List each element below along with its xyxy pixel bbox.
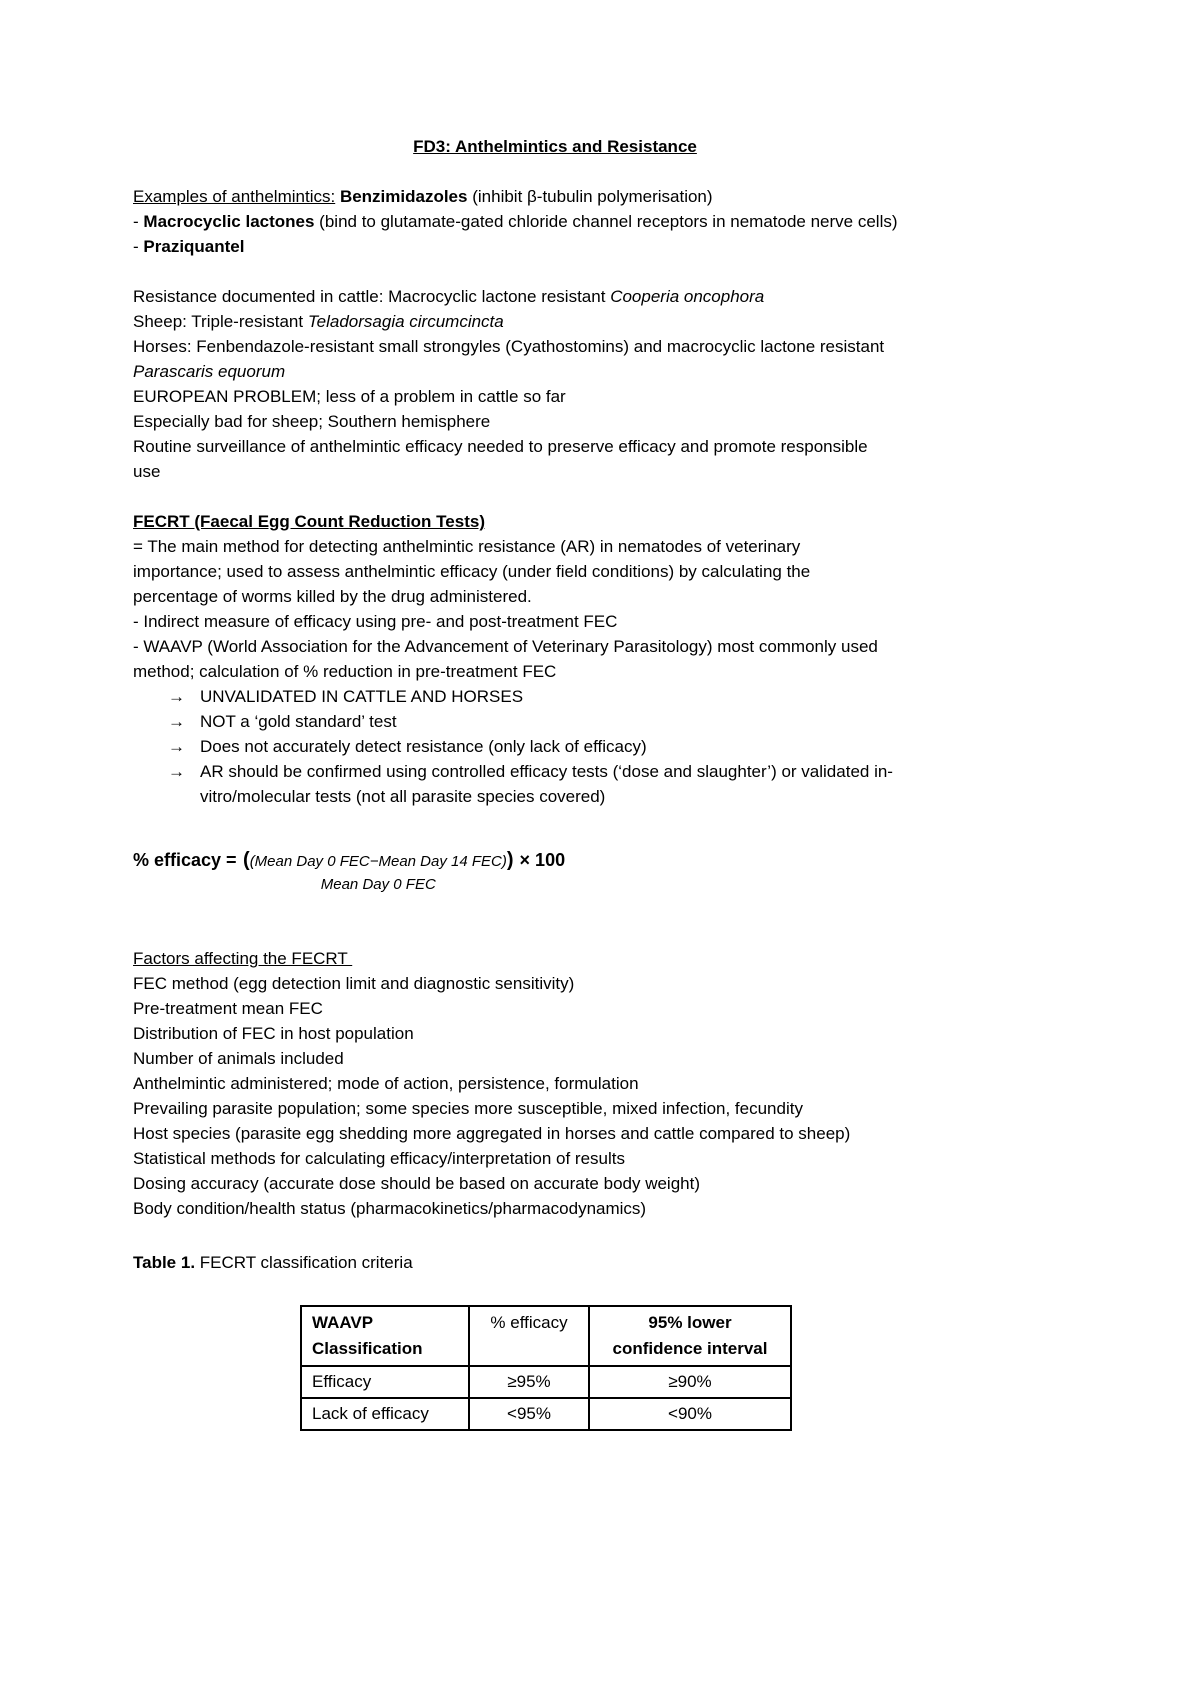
- resistance-text: Resistance documented in cattle: Macrocyclic lactone resistant: [133, 287, 606, 306]
- text-line: - WAAVP (World Association for the Advancement of Veterinary Parasitology) most commonly used: [133, 637, 878, 656]
- formula-main-line: [133, 846, 977, 893]
- table-row: [301, 1398, 791, 1430]
- examples-item: [133, 234, 977, 259]
- table-caption-label: Table 1.: [133, 1253, 196, 1272]
- header-waavp-classification: [301, 1306, 469, 1366]
- section-heading: Factors affecting the FECRT: [133, 949, 353, 968]
- text-line: - Indirect measure of efficacy using pre- and post-treatment FEC: [133, 612, 618, 631]
- arrow-icon: →: [168, 762, 185, 781]
- list-item: Body condition/health status (pharmacokinetics/pharmacodynamics): [133, 1199, 647, 1218]
- document-page: [133, 134, 977, 1431]
- resistance-horses-line: [133, 334, 977, 359]
- drug-name: Macrocyclic lactones: [143, 212, 315, 231]
- header-efficacy: [469, 1306, 589, 1366]
- resistance-sheep-line: [133, 309, 977, 334]
- header-lower-ci: [589, 1306, 791, 1366]
- table-cell: <95%: [469, 1398, 589, 1430]
- examples-label: Examples of anthelmintics:: [133, 187, 336, 206]
- bullet-text: NOT a ‘gold standard’ test: [200, 712, 397, 731]
- table-cell: ≥95%: [469, 1366, 589, 1398]
- drug-description: (inhibit β-tubulin polymerisation): [472, 187, 713, 206]
- arrow-icon: →: [168, 687, 185, 706]
- blank-line: [133, 159, 977, 184]
- bullet-continuation: vitro/molecular tests (not all parasite species covered): [200, 787, 606, 806]
- arrow-icon: →: [168, 712, 185, 731]
- arrow-icon: →: [168, 737, 185, 756]
- list-dash: -: [133, 237, 139, 256]
- list-item: FEC method (egg detection limit and diagnostic sensitivity): [133, 974, 575, 993]
- formula-fraction: [249, 852, 507, 893]
- section-heading: FECRT (Faecal Egg Count Reduction Tests): [133, 512, 485, 531]
- table-cell: Efficacy: [301, 1366, 469, 1398]
- drug-description: (bind to glutamate-gated chloride channel receptors in nematode nerve cells): [319, 212, 898, 231]
- text-line: method; calculation of % reduction in pre-treatment FEC: [133, 662, 557, 681]
- fecrt-heading-line: [133, 509, 977, 534]
- title-line: [133, 134, 977, 159]
- arrow-bullet: [133, 759, 977, 784]
- resistance-horses-species-line: [133, 359, 977, 384]
- text-line: = The main method for detecting anthelmintic resistance (AR) in nematodes of veterinary: [133, 537, 801, 556]
- table-row: [301, 1366, 791, 1398]
- bullet-text: UNVALIDATED IN CATTLE AND HORSES: [200, 687, 524, 706]
- formula-denominator: Mean Day 0 FEC: [320, 876, 436, 893]
- table-cell: Lack of efficacy: [301, 1398, 469, 1430]
- header-text: 95% lower: [648, 1313, 732, 1332]
- arrow-bullet: [133, 734, 977, 759]
- resistance-text: Horses: Fenbendazole-resistant small strongyles (Cyathostomins) and macrocyclic lactone resistant: [133, 337, 885, 356]
- formula-open-paren: (: [243, 849, 250, 871]
- list-item: Anthelmintic administered; mode of action, persistence, formulation: [133, 1074, 639, 1093]
- list-item: Number of animals included: [133, 1049, 344, 1068]
- table-caption: [133, 1250, 977, 1275]
- bullet-text: Does not accurately detect resistance (only lack of efficacy): [200, 737, 647, 756]
- arrow-bullet: [133, 709, 977, 734]
- examples-item: [133, 209, 977, 234]
- table-cell: <90%: [589, 1398, 791, 1430]
- drug-name: Praziquantel: [143, 237, 245, 256]
- text-line: Routine surveillance of anthelmintic efficacy needed to preserve efficacy and promote responsible: [133, 437, 868, 456]
- blank-line: [133, 484, 977, 509]
- table-header-row: [301, 1306, 791, 1366]
- header-text: % efficacy: [490, 1313, 568, 1332]
- formula-lhs: % efficacy =: [133, 850, 237, 870]
- factors-heading-line: [133, 946, 977, 971]
- formula-close-paren: ): [506, 849, 514, 871]
- list-dash: -: [133, 212, 139, 231]
- species-name: Cooperia oncophora: [610, 287, 765, 306]
- drug-name: Benzimidazoles: [339, 187, 468, 206]
- resistance-cattle-line: [133, 284, 977, 309]
- header-text: WAAVP: [312, 1313, 374, 1332]
- examples-line: [133, 184, 977, 209]
- arrow-bullet: [133, 684, 977, 709]
- list-item: Host species (parasite egg shedding more aggregated in horses and cattle compared to sheep): [133, 1124, 851, 1143]
- factors-section: [133, 946, 977, 1221]
- species-name: Parascaris equorum: [133, 362, 286, 381]
- table-caption-text: FECRT classification criteria: [199, 1253, 413, 1272]
- resistance-text: Sheep: Triple-resistant: [133, 312, 304, 331]
- text-line: importance; used to assess anthelmintic efficacy (under field conditions) by calculating the: [133, 562, 811, 581]
- list-item: Pre-treatment mean FEC: [133, 999, 323, 1018]
- text-line: Especially bad for sheep; Southern hemisphere: [133, 412, 491, 431]
- species-name: Teladorsagia circumcincta: [307, 312, 504, 331]
- efficacy-formula: [133, 846, 977, 894]
- text-line: percentage of worms killed by the drug administered.: [133, 587, 532, 606]
- page-title: FD3: Anthelmintics and Resistance: [413, 137, 697, 156]
- list-item: Dosing accuracy (accurate dose should be based on accurate body weight): [133, 1174, 701, 1193]
- text-line: EUROPEAN PROBLEM; less of a problem in cattle so far: [133, 387, 566, 406]
- formula-multiplier: × 100: [519, 850, 566, 870]
- list-item: Distribution of FEC in host population: [133, 1024, 414, 1043]
- header-text: confidence interval: [612, 1339, 768, 1358]
- blank-line: [133, 259, 977, 284]
- bullet-text: AR should be confirmed using controlled efficacy tests (‘dose and slaughter’) or validated in-: [200, 762, 893, 781]
- table-cell: ≥90%: [589, 1366, 791, 1398]
- text-line: use: [133, 462, 161, 481]
- blank-line: [133, 1221, 977, 1246]
- formula-numerator: (Mean Day 0 FEC−Mean Day 14 FEC): [249, 853, 507, 870]
- list-item: Statistical methods for calculating efficacy/interpretation of results: [133, 1149, 625, 1168]
- list-item: Prevailing parasite population; some species more susceptible, mixed infection, fecundity: [133, 1099, 803, 1118]
- header-text: Classification: [312, 1339, 423, 1358]
- fecrt-criteria-table: [300, 1305, 792, 1431]
